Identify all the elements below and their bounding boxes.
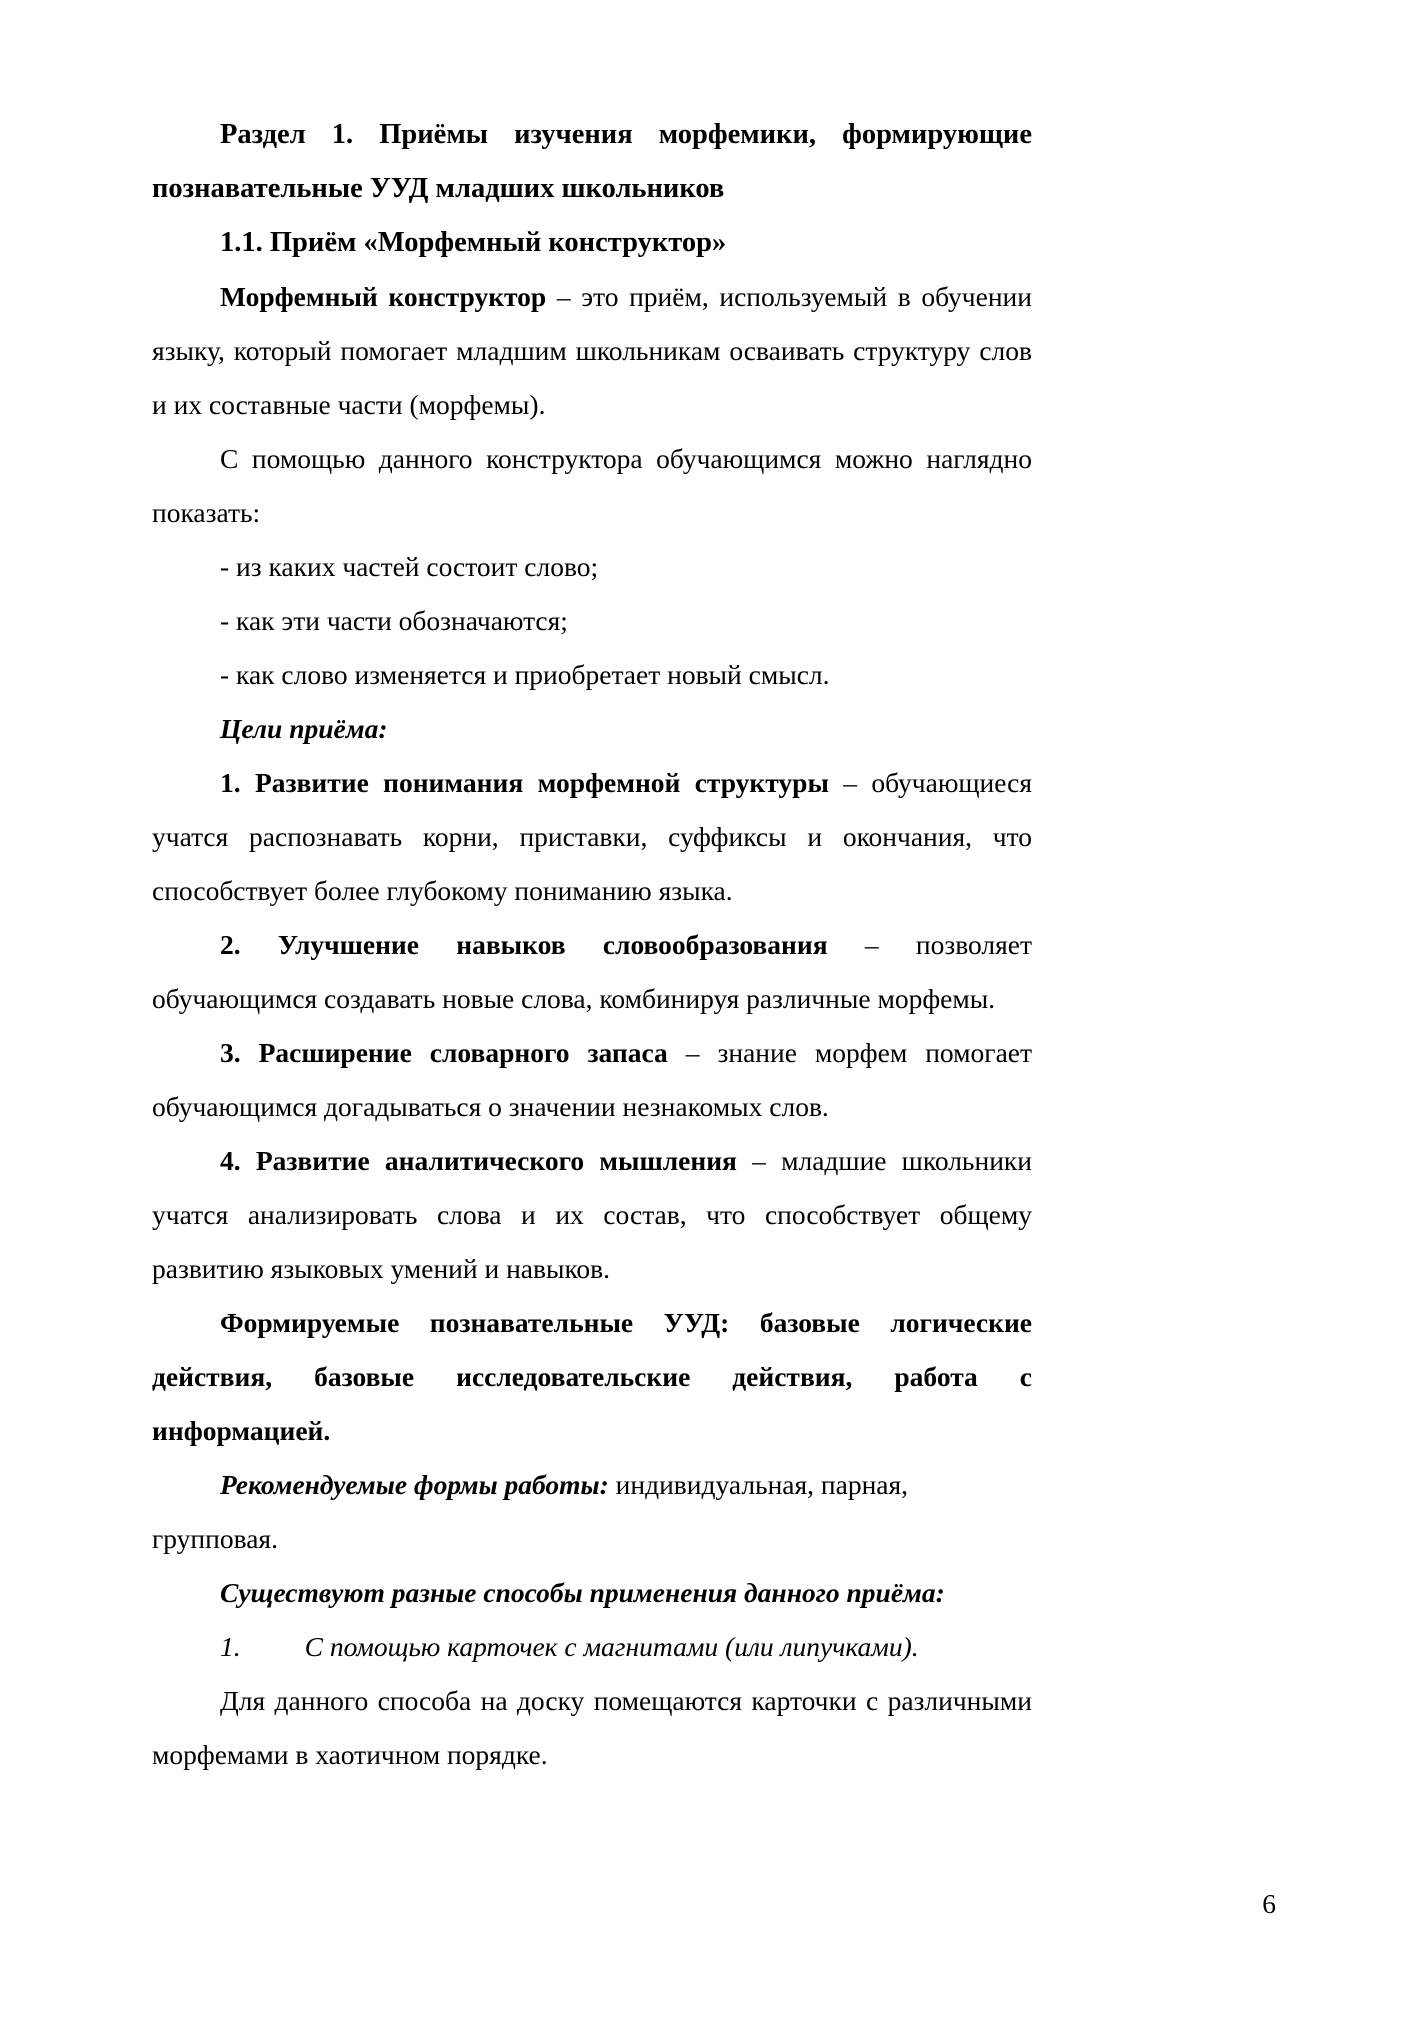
dash-list-item-2: - как эти части обозначаются; [220,605,568,636]
goal-item-4-lead: 4. Развитие аналитического мышления [220,1145,737,1176]
goal-item-2-body: – позволяет обучающимся создавать новые слова, комбинируя различные морфемы. [152,929,1032,1014]
goal-item-2 [152,918,1032,1026]
goals-label: Цели приёма: [220,713,388,744]
page-number: 6 [1262,1888,1276,1919]
uud-statement: Формируемые познавательные УУД: базовые логические действия, базовые исследовательские действия, работа с информацией. [152,1307,1032,1446]
goal-item-3-lead: 3. Расширение словарного запаса [220,1037,668,1068]
subsection-heading: 1.1. Приём «Морфемный конструктор» [220,227,727,258]
numbered-way-item-1-text: С помощью карточек с магнитами (или липучками). [304,1631,919,1662]
definition-paragraph [152,270,1032,432]
goal-item-1-body: – обучающиеся учатся распознавать корни, приставки, суффиксы и окончания, что способствует более глубокому пониманию языка. [152,767,1032,906]
goal-item-1 [152,756,1032,918]
goal-item-2-lead: 2. Улучшение навыков словообразования [220,929,828,960]
numbered-way-item-1 [152,1620,1032,1674]
goal-item-3 [152,1026,1032,1134]
closing-paragraph: Для данного способа на доску помещаются карточки с различными морфемами в хаотичном порядке. [152,1685,1032,1770]
definition-term: Морфемный конструктор [220,281,547,312]
goal-item-1-lead: 1. Развитие понимания морфемной структуры [220,767,829,798]
dash-list-item-1: - из каких частей состоит слово; [220,551,599,582]
dash-list-item-3: - как слово изменяется и приобретает новый смысл. [220,659,830,690]
page-content [152,108,1032,1782]
recommended-forms [152,1458,1032,1566]
section-heading: Раздел 1. Приёмы изучения морфемики, формирующие познавательные УУД младших школьников [152,119,1032,204]
definition-body: – это приём, используемый в обучении языку, который помогает младшим школьникам осваивать структуру слов и их составные части (морфемы). [152,281,1032,420]
goal-item-3-body: – знание морфем помогает обучающимся догадываться о значении незнакомых слов. [152,1037,1032,1122]
can-show-paragraph: С помощью данного конструктора обучающимся можно наглядно показать: [152,443,1032,528]
goal-item-4-body: – младшие школьники учатся анализировать слова и их состав, что способствует общему развитию языковых умений и навыков. [152,1145,1032,1284]
goal-item-4 [152,1134,1032,1296]
ways-label: Существуют разные способы применения данного приёма: [220,1577,945,1608]
recommended-forms-label: Рекомендуемые формы работы: [220,1469,609,1500]
numbered-way-item-1-number: 1. [220,1631,241,1662]
recommended-forms-value: индивидуальная, парная, групповая. [152,1469,909,1554]
